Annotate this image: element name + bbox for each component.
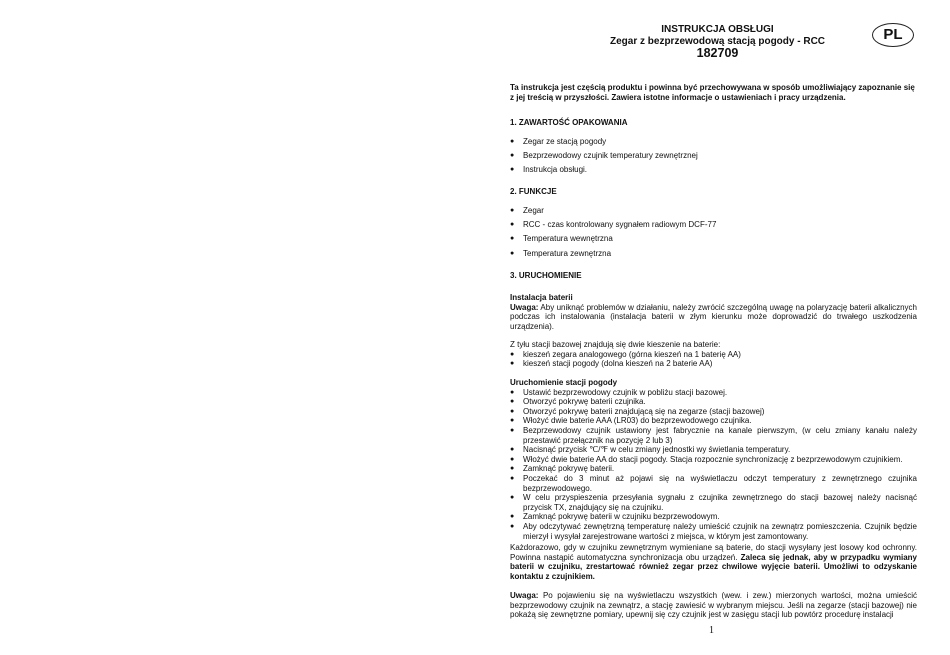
- list-item: ● Bezprzewodowy czujnik ustawiony jest fabrycznie na kanale pierwszym, (w celu zmiany kanału należy przestawić przełącznik na pozycję 2 lub 3): [510, 426, 917, 445]
- list-item: ● Zamknąć pokrywę baterii w czujniku bezprzewodowym.: [510, 512, 917, 522]
- document-header: [560, 24, 875, 60]
- list-item: ● kieszeń zegara analogowego (górna kieszeń na 1 baterię AA): [510, 350, 917, 360]
- list-item: ● kieszeń stacji pogody (dolna kieszeń na 2 baterie AA): [510, 359, 917, 369]
- list-item: ● RCC - czas kontrolowany sygnałem radiowym DCF-77: [510, 220, 917, 234]
- note-label: Uwaga:: [510, 591, 539, 600]
- startup-heading: Uruchomienie stacji pogody: [510, 378, 618, 387]
- pockets-intro: Z tyłu stacji bazowej znajdują się dwie kieszenie na baterie:: [510, 340, 721, 349]
- intro-paragraph: Ta instrukcja jest częścią produktu i powinna być przechowywana w sposób umożliwiający zapoznanie się z jej treścią w przyszłości. Zawiera istotne informacje o ustawieniach i pracy urządzenia.: [510, 83, 915, 102]
- list-item: ● Bezprzewodowy czujnik temperatury zewnętrznej: [510, 151, 917, 165]
- list-item: ● Otworzyć pokrywę baterii znajdującą się na zegarze (stacji bazowej): [510, 407, 917, 417]
- list-item: ● Otworzyć pokrywę baterii czujnika.: [510, 397, 917, 407]
- list-item: ● Temperatura zewnętrzna: [510, 249, 917, 263]
- list-item: ● W celu przyspieszenia przesyłania sygnału z czujnika zewnętrznego do stacji bazowej należy nacisnąć przycisk TX, znajdujący się na czujniku.: [510, 493, 917, 512]
- language-badge: PL: [872, 23, 914, 47]
- list-item: ● Zegar ze stacją pogody: [510, 137, 917, 151]
- page-number: 1: [709, 625, 714, 636]
- battery-change-paragraph: [510, 543, 917, 581]
- warning-label: Uwaga:: [510, 302, 539, 312]
- list-item: ● Włożyć dwie baterie AAA (LR03) do bezprzewodowego czujnika.: [510, 416, 917, 426]
- list-item: ● Zegar: [510, 206, 917, 220]
- placement-note: [510, 591, 917, 620]
- list-item: ● Włożyć dwie baterie AA do stacji pogody. Stacja rozpocznie synchronizację z bezprzewodowym czujnikiem.: [510, 455, 917, 465]
- note-text: Po pojawieniu się na wyświetlaczu wszystkich (wew. i zew.) mierzonych wartości, można umieścić bezprzewodowy czujnik na zewnątrz, a stację zawiesić w wybranym miejscu. Jeśli na zegarze (stacji bazowej) nie pokażą się zewnętrzne pomiary, upewnij się czy czujnik jest w zasięgu stacji lub powtórz procedurę instalacji: [510, 591, 917, 620]
- list-item: ● Aby odczytywać zewnętrzną temperaturę należy umieścić czujnik na zewnątrz pomieszczenia. Czujnik będzie mierzył i wysyłał zarejestrowane wartości z miejsca, w którym jest zamontowany.: [510, 522, 917, 541]
- document-title: INSTRUKCJA OBSŁUGI: [661, 24, 774, 35]
- battery-change-text: Każdorazowo, gdy w czujniku zewnętrznym wymieniane są baterie, do stacji wysyłany jest losowy kod ochronny. Powinna nastąpić automatyczna synchronizacja obu urządzeń.: [510, 543, 917, 562]
- section-3-heading: 3. URUCHOMIENIE: [510, 271, 582, 280]
- functions-list: [510, 206, 917, 263]
- package-contents-list: [510, 137, 917, 180]
- model-number: 182709: [696, 46, 739, 60]
- list-item: ● Temperatura wewnętrzna: [510, 234, 917, 248]
- battery-warning: [510, 303, 917, 332]
- document-subtitle: Zegar z bezprzewodową stacją pogody - RCC: [609, 35, 826, 47]
- list-item: ● Ustawić bezprzewodowy czujnik w pobliżu stacji bazowej.: [510, 388, 917, 398]
- list-item: ● Instrukcja obsługi.: [510, 165, 917, 179]
- pockets-list: [510, 350, 917, 369]
- list-item: ● Zamknąć pokrywę baterii.: [510, 464, 917, 474]
- section-2-heading: 2. FUNKCJE: [510, 187, 557, 196]
- startup-steps-list: [510, 388, 917, 542]
- battery-install-heading: Instalacja baterii: [510, 293, 573, 302]
- warning-text: Aby uniknąć problemów w działaniu, należy zwrócić szczególną uwagę na polaryzację baterii alkalicznych podczas ich instalowania (instalacja baterii w złym kierunku może doprowadzić do trwałego uszkodzenia urządzenia).: [510, 302, 917, 331]
- battery-change-recommendation: Zaleca się jednak, aby w przypadku wymiany baterii w czujniku, zrestartować również zegar przez chwilowe wyjęcie baterii. Umożliwi to odzyskanie kontaktu z czujnikiem.: [510, 552, 917, 581]
- list-item: ● Nacisnąć przycisk ℃/℉ w celu zmiany jednostki wy świetlania temperatury.: [510, 445, 917, 455]
- list-item: ● Poczekać do 3 minut aż pojawi się na wyświetlaczu odczyt temperatury z zewnętrznego czujnika bezprzewodowego.: [510, 474, 917, 493]
- section-1-heading: 1. ZAWARTOŚĆ OPAKOWANIA: [510, 118, 628, 127]
